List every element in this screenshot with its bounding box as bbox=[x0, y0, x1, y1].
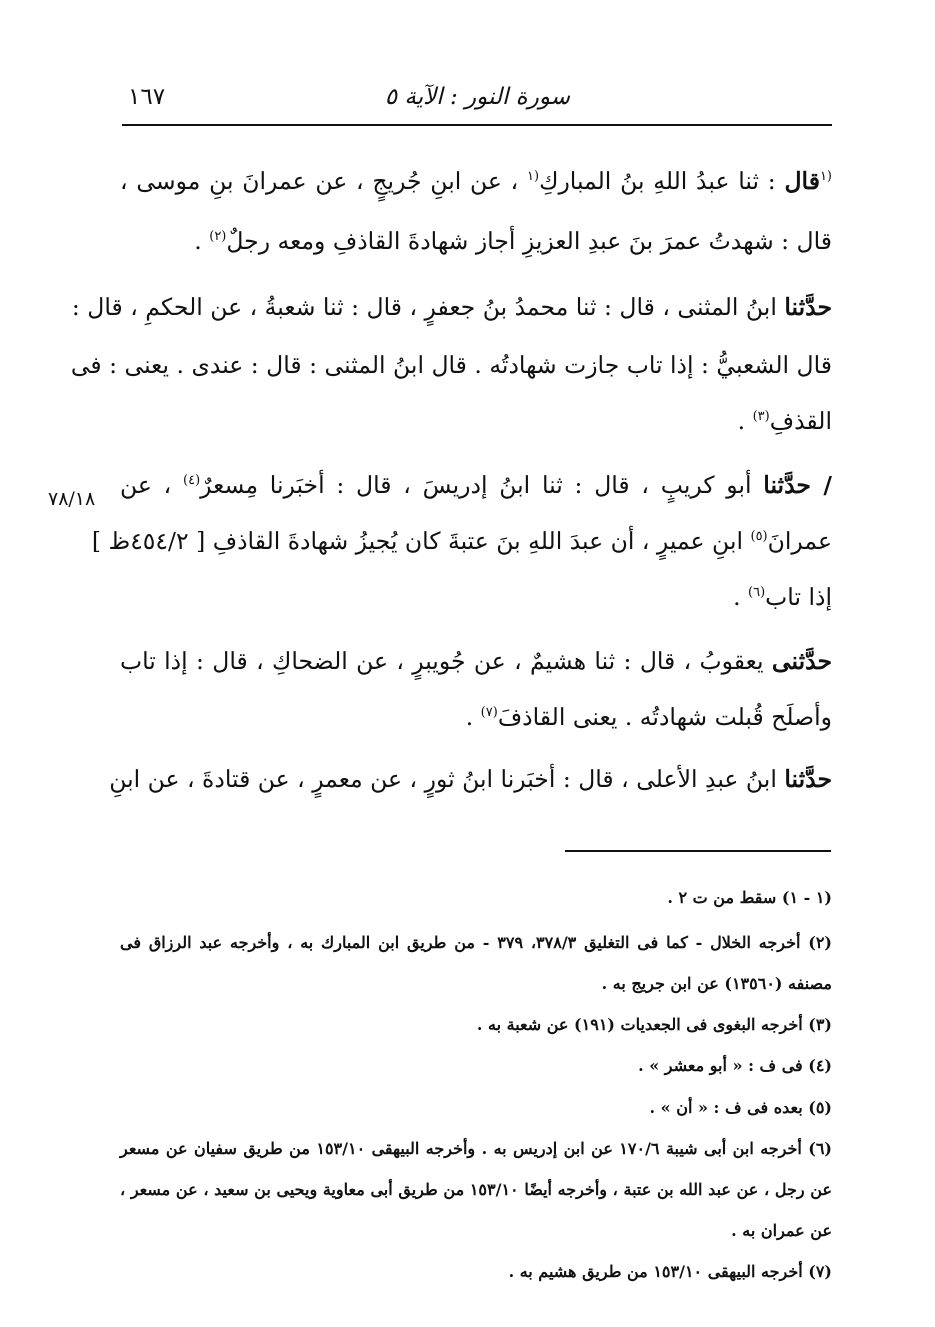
footnote: (٣) أخرجه البغوى فى الجعديات (١٩١) عن شعبة به . bbox=[476, 1015, 832, 1034]
text-line: حدَّثنى يعقوبُ ، قال : ثنا هشيمٌ ، عن جُويبرٍ ، عن الضحاكِ ، قال : إذا تاب bbox=[120, 647, 832, 675]
footnote: (٦) أخرجه ابن أبى شيبة ١٧٠/٦ عن ابن إدريس به . وأخرجه البيهقى ١٥٣/١٠ من طريق سفيان عن مسعر bbox=[120, 1139, 832, 1158]
footnote: (٢) أخرجه الخلال - كما فى التغليق ٣٧٨/٣، ٣٧٩ - من طريق ابن المبارك به ، وأخرجه عبد الرزاق فى bbox=[120, 933, 832, 952]
page-header bbox=[122, 84, 832, 126]
footnote: (١ - ١) سقط من ت ٢ . bbox=[667, 888, 832, 907]
text-line: قال الشعبيُّ : إذا تاب جازت شهادتُه . قال ابنُ المثنى : قال : عندى . يعنى : فى bbox=[70, 351, 832, 379]
footnote: عن رجل ، عن عبد الله بن عتبة ، وأخرجه أيضًا ١٥٣/١٠ من طريق أبى معاوية ويحيى بن سعيد ، عن مسعر ، bbox=[120, 1180, 832, 1199]
footnote: (٧) أخرجه البيهقى ١٥٣/١٠ من طريق هشيم به . bbox=[508, 1262, 832, 1281]
footnote-divider bbox=[565, 850, 831, 852]
margin-reference: ٧٨/١٨ bbox=[48, 488, 96, 510]
footnote: (٤) فى ف : « أبو معشر » . bbox=[638, 1056, 832, 1075]
page-number: ١٦٧ bbox=[128, 84, 166, 110]
text-line: عمرانَ$^{(٥)}$ ابنِ عميرٍ ، أن عبدَ اللهِ بنَ عتبةَ كان يُجيزُ شهادةَ القاذفِ [ ٤٥٤/٢ظ ] bbox=[91, 527, 832, 555]
footnote: عن عمران به . bbox=[731, 1221, 832, 1240]
text-line: حدَّثنا ابنُ المثنى ، قال : ثنا محمدُ بنُ جعفرٍ ، قال : ثنا شعبةُ ، عن الحكمِ ، قال : bbox=[71, 293, 832, 321]
text-line: القذفِ$^{(٣)}$ . bbox=[737, 407, 832, 435]
text-line: / حدَّثنا أبو كريبٍ ، قال : ثنا ابنُ إدريسَ ، قال : أخبَرنا مِسعرٌ$^{(٤)}$ ، عن bbox=[120, 471, 833, 499]
text-line: قال : شهدتُ عمرَ بنَ عبدِ العزيزِ أجاز شهادةَ القاذفِ ومعه رجلٌ$^{(٢)}$ . bbox=[194, 227, 832, 255]
text-line: وأصلَح قُبلت شهادتُه . يعنى القاذفَ$^{(٧)}$ . bbox=[465, 703, 832, 731]
text-line: إذا تاب$^{(٦)}$ . bbox=[733, 583, 832, 611]
running-title: سورة النور : الآية ٥ bbox=[384, 84, 570, 110]
footnote: (٥) بعده فى ف : « أن » . bbox=[649, 1098, 832, 1117]
text-line: حدَّثنا ابنُ عبدِ الأعلى ، قال : أخبَرنا ابنُ ثورٍ ، عن معمرٍ ، عن قتادةَ ، عن ابنِ bbox=[109, 765, 832, 793]
text-line: $^{(١}$قال : ثنا عبدُ اللهِ بنُ المباركِ$^{(١}$ ، عن ابنِ جُريجٍ ، عن عمرانَ بنِ موسى ، bbox=[120, 167, 832, 195]
footnote: مصنفه (١٣٥٦٠) عن ابن جريج به . bbox=[601, 974, 832, 993]
